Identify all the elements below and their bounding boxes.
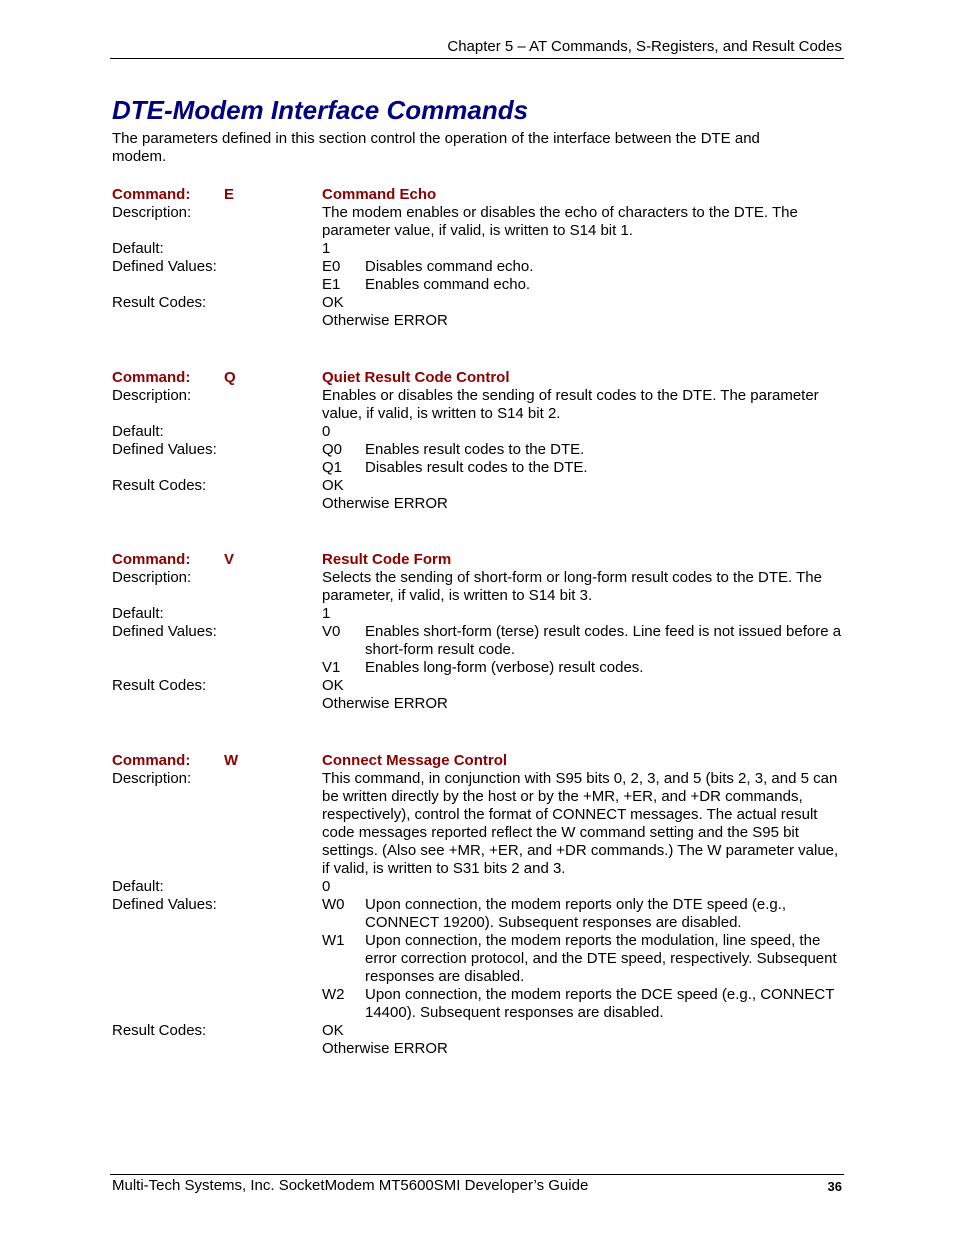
- defined-value-item: [322, 896, 844, 932]
- command-name: Command Echo: [322, 186, 437, 203]
- description-label: Description:: [112, 770, 192, 787]
- default-label: Default:: [112, 423, 164, 440]
- command-description: Selects the sending of short-form or long-form result codes to the DTE. The parameter, if valid, is written to S14 bit 3.: [322, 569, 822, 604]
- result-ok: OK: [322, 677, 344, 694]
- defined-value-text: Enables short-form (terse) result codes. Line feed is not issued before a short-form result code.: [365, 623, 842, 658]
- result-codes-label: Result Codes:: [112, 1022, 207, 1039]
- command-name: Connect Message Control: [322, 752, 508, 769]
- default-value: 0: [322, 878, 331, 895]
- command-letter: V: [224, 551, 235, 568]
- footer-rule: [110, 1174, 844, 1175]
- header-rule: [110, 58, 844, 59]
- defined-value-item: [322, 659, 844, 677]
- command-description: This command, in conjunction with S95 bits 0, 2, 3, and 5 (bits 2, 3, and 5 can be written directly by the host or by the +MR, +ER, and +DR commands, respectively), control the format of CONNECT messages. The actual result code messages reported reflect the W command setting and the S95 bit settings. (Also see +MR, +ER, and +DR commands.) The W parameter value, if valid, is written to S31 bits 2 and 3.: [322, 770, 839, 877]
- footer-text: Multi-Tech Systems, Inc. SocketModem MT5600SMI Developer’s Guide: [112, 1177, 589, 1194]
- default-label: Default:: [112, 878, 164, 895]
- result-codes: [322, 677, 844, 713]
- defined-value-text: Enables result codes to the DTE.: [365, 441, 585, 458]
- defined-value-item: [322, 932, 844, 986]
- result-codes: [322, 294, 844, 330]
- page-number: 36: [827, 1179, 842, 1194]
- description-label: Description:: [112, 204, 192, 221]
- defined-values-label: Defined Values:: [112, 441, 217, 458]
- default-value: 1: [322, 605, 331, 622]
- command-description: The modem enables or disables the echo of characters to the DTE. The parameter value, if valid, is written to S14 bit 1.: [322, 204, 798, 239]
- defined-value-code: Q0: [322, 441, 343, 458]
- description-label: Description:: [112, 569, 192, 586]
- running-header: Chapter 5 – AT Commands, S-Registers, and Result Codes: [447, 38, 842, 55]
- defined-values-list: [322, 258, 844, 294]
- defined-value-item: [322, 258, 844, 276]
- command-block-v: [112, 551, 844, 713]
- defined-values-list: [322, 896, 844, 1022]
- section-title: DTE-Modem Interface Commands: [112, 95, 529, 125]
- defined-values-list: [322, 623, 844, 677]
- result-error: Otherwise ERROR: [322, 495, 448, 512]
- defined-value-text: Enables command echo.: [365, 276, 531, 293]
- intro-paragraph: The parameters defined in this section control the operation of the interface between the DTE and modem.: [112, 130, 760, 165]
- result-error: Otherwise ERROR: [322, 695, 448, 712]
- command-label: Command:: [112, 186, 191, 203]
- defined-value-text: Upon connection, the modem reports the DCE speed (e.g., CONNECT 14400). Subsequent responses are disabled.: [365, 986, 835, 1021]
- result-codes: [322, 477, 844, 513]
- result-ok: OK: [322, 477, 344, 494]
- default-value: 0: [322, 423, 331, 440]
- default-label: Default:: [112, 605, 164, 622]
- description-label: Description:: [112, 387, 192, 404]
- defined-value-text: Disables result codes to the DTE.: [365, 459, 588, 476]
- defined-value-code: Q1: [322, 459, 343, 476]
- result-codes-label: Result Codes:: [112, 677, 207, 694]
- defined-value-item: [322, 459, 844, 477]
- defined-value-item: [322, 441, 844, 459]
- command-letter: W: [224, 752, 239, 769]
- defined-value-code: W1: [322, 932, 345, 949]
- defined-value-item: [322, 276, 844, 294]
- result-ok: OK: [322, 1022, 344, 1039]
- result-codes: [322, 1022, 844, 1058]
- defined-value-code: V1: [322, 659, 341, 676]
- command-description: Enables or disables the sending of result codes to the DTE. The parameter value, if valid, is written to S14 bit 2.: [322, 387, 819, 422]
- defined-value-code: V0: [322, 623, 341, 640]
- command-label: Command:: [112, 551, 191, 568]
- defined-values-label: Defined Values:: [112, 896, 217, 913]
- command-block-w: [112, 752, 844, 1058]
- result-codes-label: Result Codes:: [112, 294, 207, 311]
- defined-value-text: Enables long-form (verbose) result codes.: [365, 659, 644, 676]
- defined-values-label: Defined Values:: [112, 258, 217, 275]
- defined-value-code: E1: [322, 276, 341, 293]
- command-block-q: [112, 369, 844, 513]
- result-codes-label: Result Codes:: [112, 477, 207, 494]
- defined-values-list: [322, 441, 844, 477]
- defined-value-code: E0: [322, 258, 341, 275]
- defined-value-text: Upon connection, the modem reports the modulation, line speed, the error correction protocol, and the DTE speed, respectively. Subsequent responses are disabled.: [365, 932, 837, 985]
- defined-value-text: Disables command echo.: [365, 258, 534, 275]
- defined-value-item: [322, 986, 844, 1022]
- default-label: Default:: [112, 240, 164, 257]
- command-name: Result Code Form: [322, 551, 452, 568]
- default-value: 1: [322, 240, 331, 257]
- defined-value-code: W2: [322, 986, 345, 1003]
- result-error: Otherwise ERROR: [322, 312, 448, 329]
- command-block-e: [112, 186, 844, 330]
- command-letter: Q: [224, 369, 236, 386]
- result-error: Otherwise ERROR: [322, 1040, 448, 1057]
- result-ok: OK: [322, 294, 344, 311]
- defined-value-code: W0: [322, 896, 345, 913]
- defined-values-label: Defined Values:: [112, 623, 217, 640]
- command-label: Command:: [112, 752, 191, 769]
- defined-value-item: [322, 623, 844, 659]
- command-letter: E: [224, 186, 235, 203]
- command-label: Command:: [112, 369, 191, 386]
- defined-value-text: Upon connection, the modem reports only the DTE speed (e.g., CONNECT 19200). Subsequent responses are disabled.: [365, 896, 787, 931]
- command-name: Quiet Result Code Control: [322, 369, 510, 386]
